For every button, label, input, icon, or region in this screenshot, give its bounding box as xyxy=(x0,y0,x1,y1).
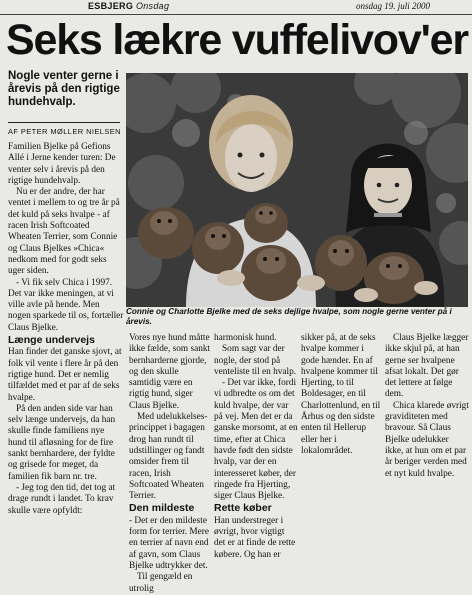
paragraph: Claus Bjelke lægger ikke skjul på, at han gerne ser hvalpene afsat lokalt. Det gør det lettere at følge dem. xyxy=(385,333,469,400)
paragraph: sikker på, at de seks hvalpe kommer i gode hænder. En af hvalpene kommer til Hjerting, to til Boldesager, en til Charlottenlund, en til Århus og den sidste enten til Hellerup eller her i lokalområdet. xyxy=(301,333,381,456)
subheading: Den mildeste xyxy=(129,502,195,515)
paragraph: Med udelukkelses-princippet i bagagen drog han rundt til udstillinger og fandt omsider frem til racen, Irish Softcoated Wheaten Terrier. xyxy=(129,412,208,502)
section-name: ESBJERG xyxy=(88,1,134,11)
byline-rule xyxy=(8,122,120,123)
article-column-2 xyxy=(129,333,211,595)
subheading: Længe undervejs xyxy=(8,334,95,347)
article-column-1 xyxy=(8,142,124,517)
paragraph: Han understreger i øvrigt, hvor vigtigt det er at finde de rette købere. Og han er xyxy=(214,515,296,560)
headline: Seks lækre vuffelivov'er xyxy=(6,16,468,64)
paragraph: harmonisk hund. xyxy=(214,333,277,343)
paragraph: - Vi fik selv Chica i 1997. Det var ikke meningen, at vi ville avle på hende. Men nogen sparkede til os, fortæller Claus Bjelke. xyxy=(8,277,124,333)
paragraph: - Det er den mildeste form for terrier. Mere en terrier af navn end af gavn, som Claus Bjelke udtrykker det. xyxy=(129,515,210,571)
subheading: Rette køber xyxy=(214,502,272,515)
paragraph: Som sagt var der nogle, der stod på venteliste til en hvalp. xyxy=(214,344,297,377)
photo-caption: Connie og Charlotte Bjelke med de seks dejlige hvalpe, som nogle gerne venter på i årevis. xyxy=(126,307,452,326)
byline: AF PETER MØLLER NIELSEN xyxy=(8,127,121,136)
section-label xyxy=(88,1,169,11)
paragraph: Familien Bjelke på Gefions Allé i Jerne kender turen: De venter selv i årevis på den rigtige hundehvalp. xyxy=(8,142,116,186)
deck: Nogle venter gerne i årevis på den rigtige hundehvalp. xyxy=(8,70,120,108)
issue-date: onsdag 19. juli 2000 xyxy=(355,1,430,11)
paragraph: Til gengæld en utrolig xyxy=(129,572,193,594)
paragraph: Chica klarede øvrigt graviditeten med bravour. Så Claus Bjelke udelukker ikke, at hun om et par år beriger verden med et nyt kuld hvalpe. xyxy=(385,400,469,479)
article-column-5 xyxy=(385,333,469,480)
paragraph: Han finder det ganske sjovt, at folk vil vente i flere år på den rigtige hund. Det er nemlig tilfældet med et par af de seks hvalpe. xyxy=(8,347,122,403)
paragraph: Vores nye hund måtte ikke fælde, som sankt bernharderne gjorde, og den skulle samtidig være en rigtig hund, siger Claus Bjelke. xyxy=(129,333,211,411)
article-photo xyxy=(126,73,468,307)
paragraph: Nu er der andre, der har ventet i mellem to og tre år på det kuld på seks hvalpe - af racen Irish Softcoated Wheaten Terrier, som Connie og Claus Bjelkes »Chica« nedkom med for godt seks uger siden. xyxy=(8,187,120,277)
section-day: Onsdag xyxy=(135,1,170,11)
photo-illustration xyxy=(126,73,468,307)
article-column-3 xyxy=(214,333,298,561)
paragraph: På den anden side var han selv længe undervejs, da han skulle finde familiens nye hund til afløsning for de fire sankt bernhardere, der fyldte og grisede for meget, da familien fik barn nr. tre. xyxy=(8,403,116,482)
article-column-4 xyxy=(301,333,383,457)
masthead xyxy=(0,0,472,15)
paragraph: - Det var ikke, fordi vi udbredte os om det kuld hvalpe, der var på vej. Men det er da ganske morsomt, at en time, efter at Chica havde født den sidste hvalp, var der en interesseret køber, der ringede fra Hjerting, siger Claus Bjelke. xyxy=(214,378,298,502)
paragraph: - Jeg tog den tid, det tog at drage rundt i landet. To krav skulle være opfyldt: xyxy=(8,482,116,516)
